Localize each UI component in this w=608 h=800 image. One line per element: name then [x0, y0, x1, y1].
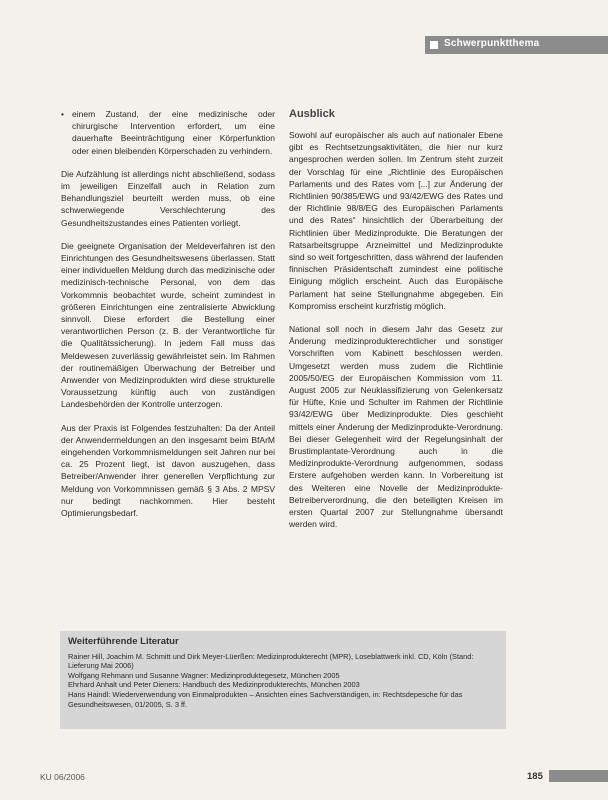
paragraph: Die Aufzählung ist allerdings nicht abschließend, sodass im jeweiligen Einzelfall auch in Relation zum Behandlungsziel beurteilt werden muss, ob eine schwerwiegende Verschlechterung des Gesundheitszustandes eines Patienten vorliegt.: [61, 168, 275, 228]
paragraph: Aus der Praxis ist Folgendes festzuhalten: Da der Anteil der Anwendermeldungen an den insgesamt beim BfArM eingehenden Vorkommnismeldungen seit Jahren nur bei ca. 25 Prozent liegt, ist davon auszugehen, dass Betreiber/Anwender ihrer generellen Verpflichtung zur Meldung von Vorkommnissen gemäß § 3 Abs. 2 MPSV nur bedingt nachkommen. Hier besteht Optimierungsbedarf.: [61, 422, 275, 519]
right-column: [289, 108, 503, 542]
bullet-text: einem Zustand, der eine medizinische oder chirurgische Intervention erfordert, um eine dauerhafte Beeinträchtigung einer Körperfunktion oder einen bleibenden Körperschaden zu verhindern.: [72, 109, 275, 156]
left-column: [61, 108, 275, 530]
bullet-item: [61, 108, 275, 157]
paragraph: Die geeignete Organisation der Meldeverfahren ist den Einrichtungen des Gesundheitswesens überlassen. Statt einer individuellen Meldung durch das medizinische oder medizinisch-technische Personal, von dem das Vorkommnis beobachtet wurde, scheint zumindest in größeren Einrichtungen eine zentralisierte Abwicklung sinnvoll. Diese erfordert die Bestellung einer verantwortlichen Person (z. B. der Verantwortliche für die Qualitätssicherung). In jedem Fall muss das Meldewesen zuverlässig gewährleistet sein. Im Rahmen der routinemäßigen Überwachung der Betreiber und Anwender von Medizinprodukten wird diese strukturelle Voraussetzung künftig auch von zuständigen Landesbehörden der Kontrolle unterzogen.: [61, 240, 275, 410]
footer-bar: [549, 770, 608, 782]
literature-box: [60, 631, 506, 729]
literature-item: Ehrhard Anhalt und Peter Dieners: Handbuch des Medizinprodukterechts, München 2003: [68, 680, 360, 690]
literature-item: Rainer Hill, Joachim M. Schmitt und Dirk Meyer-Lüerßen: Medizinprodukterecht (MPR), Loseblattwerk inkl. CD, Köln (Stand: Lieferung Mai 2006): [68, 651, 474, 671]
square-bullet-icon: [430, 41, 438, 49]
paragraph: Sowohl auf europäischer als auch auf nationaler Ebene gibt es Rechtsetzungsaktivitäten, die hier nur kurz angesprochen werden sollen. Im Zentrum steht zurzeit der Vorschlag für eine „Richtlinie des Europäischen Parlaments und des Rates vom [...] zur Änderung der Richtlinien 90/385/EWG und 93/42/EWG des Rates und der Richtlinie 98/8/EG des Europäischen Parlaments und des Rates“ hinsichtlich der Überarbeitung der Richtlinien über Medizinprodukte. Die Beratungen der Ratsarbeitsgruppe Arzneimittel und Medizinprodukte sind so weit fortgeschritten, dass während der laufenden finnischen Präsidentschaft zumindest eine politische Einigung möglich erscheint. Auch das Europäische Parlament hat seine Stellungnahme abgegeben. Ein Kompromiss erscheint kurzfristig möglich.: [289, 130, 503, 311]
section-heading: Ausblick: [289, 108, 335, 120]
page-number: 185: [527, 771, 543, 782]
paragraph: National soll noch in diesem Jahr das Gesetz zur Änderung medizinprodukterechtlicher und sonstiger Vorschriften vom Kabinett beschlossen werden. Umgesetzt werden muss zudem die Richtlinie 2005/50/EG der Europäischen Kommission vom 11. August 2005 zur Neuklassifizierung von Gelenkersatz für Hüfte, Knie und Schulter im Rahmen der Richtlinie 93/42/EWG über Medizinprodukte. Dies geschieht mittels einer Änderung der Medizinprodukte-Verordnung. Bei dieser Gelegenheit wird der Regelungsinhalt der Brustimplantate-Verordnung auch in die Medizinprodukte-Verordnung aufgenommen, sodass Erstere aufgehoben werden kann. In Vorbereitung ist des Weiteren eine Novelle der Medizinprodukte-Betreiberverordnung, die den beteiligten Kreisen im ersten Quartal 2007 zur Stellungnahme übersandt werden wird.: [289, 324, 503, 530]
section-label: Schwerpunktthema: [444, 38, 540, 49]
literature-title: Weiterführende Literatur: [68, 636, 179, 647]
literature-item: Wolfgang Rehmann und Susanne Wagner: Medizinproduktegesetz, München 2005: [68, 670, 340, 680]
bullet-dot-icon: •: [61, 109, 64, 119]
section-header-bar: [425, 36, 608, 54]
literature-item: Hans Haindl: Wiederverwendung von Einmalprodukten – Ansichten eines Sachverständigen, in: Rechtsdepesche für das Gesundheitswesen, 01/2005, S. 3 ff.: [68, 689, 463, 709]
issue-label: KU 06/2006: [40, 772, 85, 782]
